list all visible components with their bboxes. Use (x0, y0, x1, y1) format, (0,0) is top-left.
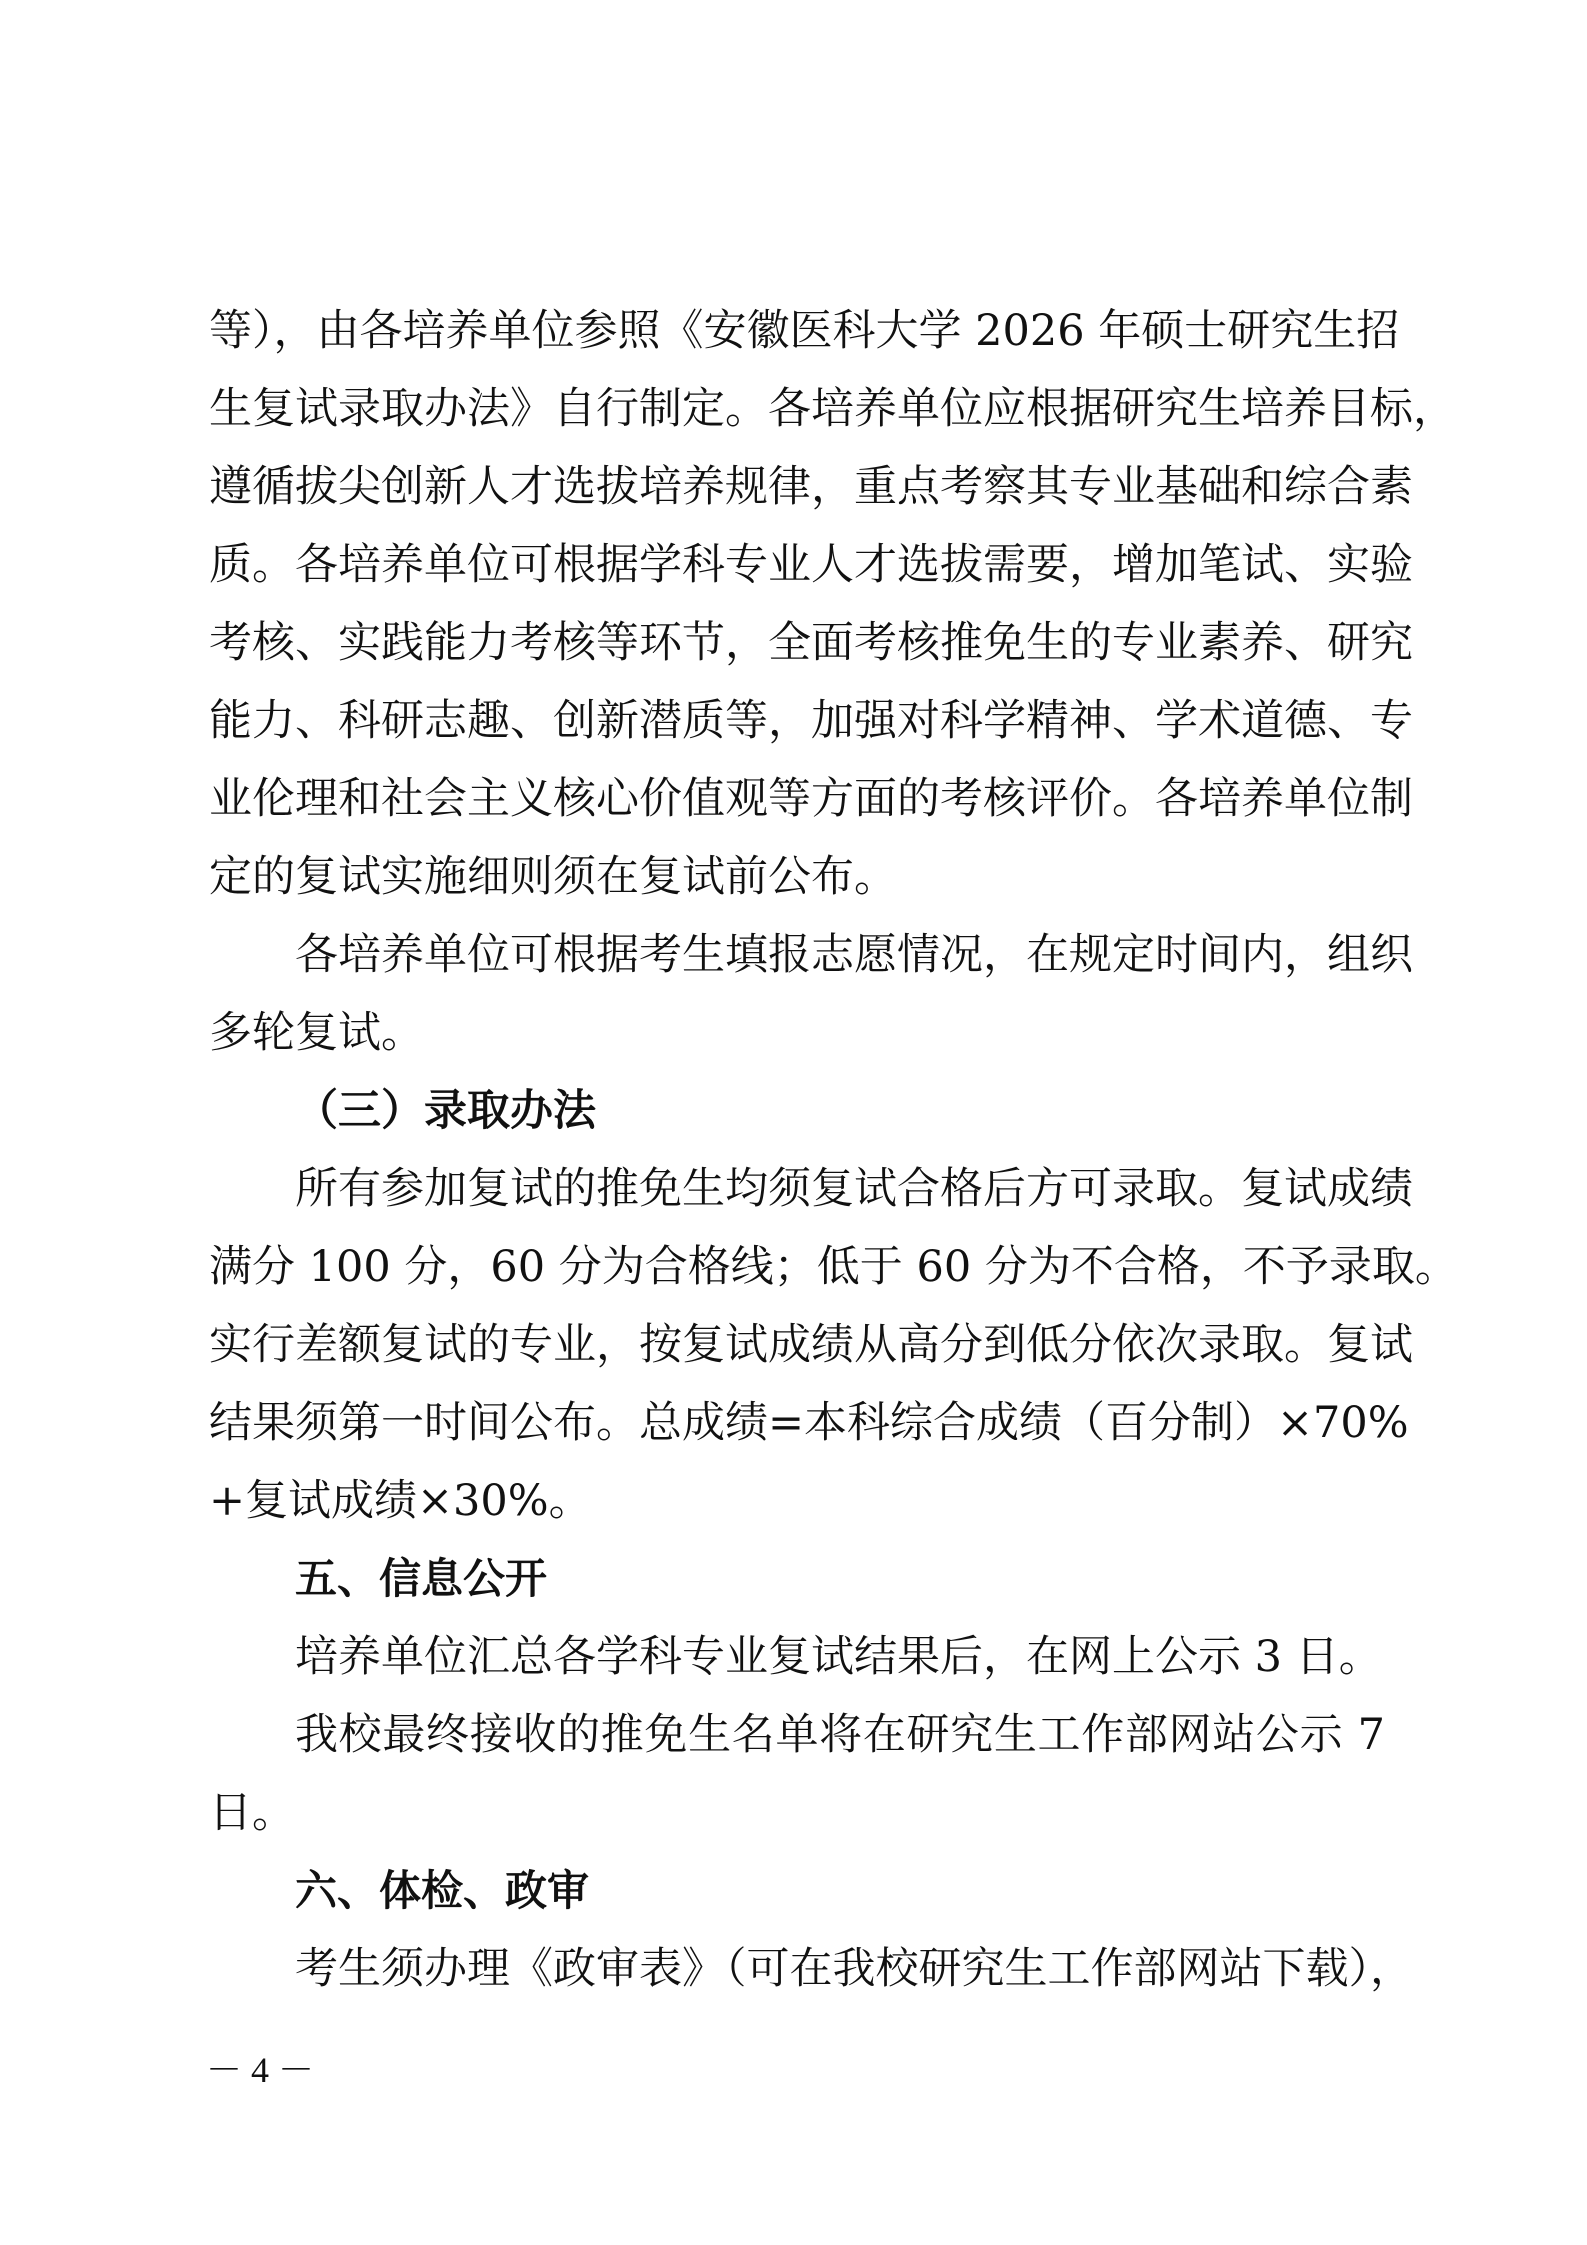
paragraph-line: 能力、科研志趣、创新潜质等，加强对科学精神、学术道德、专 (209, 696, 1413, 746)
paragraph-line: 考核、实践能力考核等环节，全面考核推免生的专业素养、研究 (209, 618, 1413, 668)
paragraph-line: 遵循拔尖创新人才选拔培养规律，重点考察其专业基础和综合素 (209, 462, 1413, 512)
paragraph-line: 业伦理和社会主义核心价值观等方面的考核评价。各培养单位制 (209, 774, 1413, 824)
paragraph-line: 我校最终接收的推免生名单将在研究生工作部网站公示 7 (295, 1710, 1385, 1760)
section-subheading: （三）录取办法 (295, 1086, 596, 1136)
paragraph-line: 定的复试实施细则须在复试前公布。 (209, 852, 897, 902)
paragraph-line: 多轮复试。 (209, 1008, 424, 1058)
paragraph-line: 生复试录取办法》自行制定。各培养单位应根据研究生培养目标， (209, 384, 1456, 434)
page-number: － 4 － (206, 2050, 315, 2090)
paragraph-line: 结果须第一时间公布。总成绩=本科综合成绩（百分制）×70% (209, 1398, 1409, 1448)
section-heading: 五、信息公开 (295, 1554, 548, 1603)
paragraph-line: 所有参加复试的推免生均须复试合格后方可录取。复试成绩 (295, 1164, 1413, 1214)
paragraph-line: 培养单位汇总各学科专业复试结果后，在网上公示 3 日。 (295, 1632, 1382, 1682)
paragraph-line: 满分 100 分，60 分为合格线；低于 60 分为不合格，不予录取。 (209, 1242, 1458, 1292)
paragraph-line: 各培养单位可根据考生填报志愿情况，在规定时间内，组织 (295, 930, 1413, 980)
document-body (209, 292, 1458, 2008)
paragraph-line: 日。 (209, 1788, 295, 1838)
section-heading: 六、体检、政审 (295, 1866, 590, 1915)
paragraph-line: 考生须办理《政审表》（可在我校研究生工作部网站下载）， (295, 1944, 1413, 1994)
paragraph-line: 质。各培养单位可根据学科专业人才选拔需要，增加笔试、实验 (209, 540, 1413, 590)
paragraph-line: +复试成绩×30%。 (209, 1476, 592, 1526)
paragraph-line: 等），由各培养单位参照《安徽医科大学 2026 年硕士研究生招 (209, 306, 1400, 356)
paragraph-line: 实行差额复试的专业，按复试成绩从高分到低分依次录取。复试 (209, 1320, 1413, 1370)
